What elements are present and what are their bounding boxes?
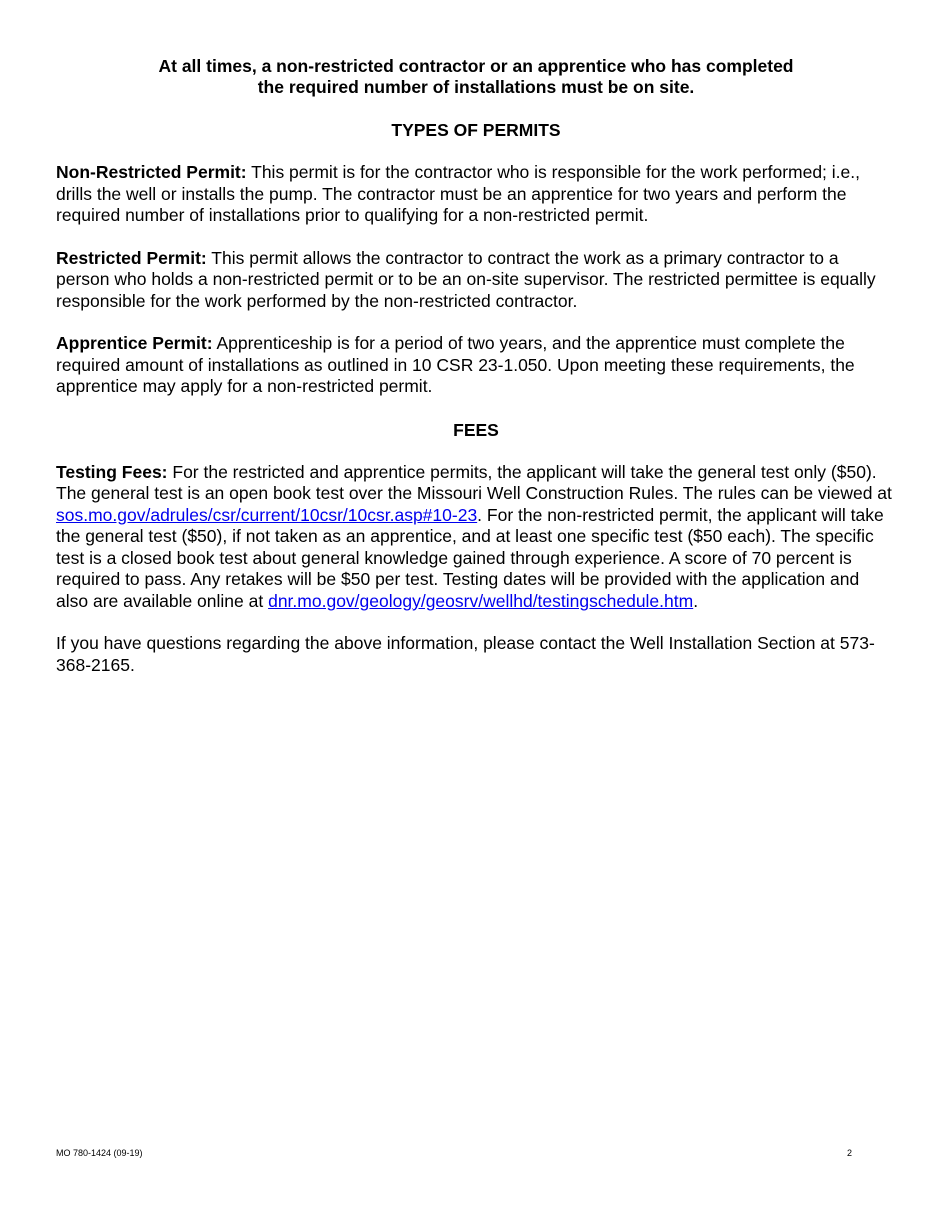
restricted-permit-paragraph xyxy=(56,248,896,313)
types-of-permits-heading: TYPES OF PERMITS xyxy=(391,120,561,140)
testing-fees-text-2: . For the non-restricted permit, the applicant will take the general test ($50), if not taken as an apprentice, and at least one specific test ($50 each). The specific test is a closed book test about general knowledge gained through experience. A score of 70 percent is required to pass. Any retakes will be $50 per test. Testing dates will be provided with the application and also are available online at xyxy=(56,504,884,611)
apprentice-permit-label: Apprentice Permit: xyxy=(56,333,213,353)
document-page xyxy=(56,56,896,676)
fees-heading: FEES xyxy=(453,419,499,440)
testing-fees-text-3: . xyxy=(693,590,699,611)
non-restricted-permit-label: Non-Restricted Permit: xyxy=(56,162,247,182)
notice-line-1: At all times, a non-restricted contractor or an apprentice who has completed xyxy=(158,56,794,76)
notice-line-2: the required number of installations must be on site. xyxy=(257,77,695,97)
testing-fees-paragraph xyxy=(56,462,896,613)
non-restricted-permit-text: This permit is for the contractor who is responsible for the work performed; i.e., drills the well or installs the pump. The contractor must be an apprentice for two years and perform the required number of installations prior to qualifying for a non-restricted permit. xyxy=(56,162,860,225)
page-number: 2 xyxy=(846,1148,852,1158)
testing-fees-label: Testing Fees: xyxy=(56,461,168,482)
restricted-permit-text: This permit allows the contractor to contract the work as a primary contractor to a person who holds a non-restricted permit or to be an on-site supervisor. The restricted permittee is equally responsible for the work performed by the non-restricted contractor. xyxy=(56,247,876,311)
apprentice-permit-paragraph xyxy=(56,333,896,398)
form-number: MO 780-1424 (09-19) xyxy=(56,1148,143,1158)
csr-rules-link[interactable]: sos.mo.gov/adrules/csr/current/10csr/10csr.asp#10-23 xyxy=(56,504,478,525)
non-restricted-permit-paragraph xyxy=(56,162,896,227)
contact-paragraph: If you have questions regarding the above information, please contact the Well Installation Section at 573-368-2165. xyxy=(56,633,875,675)
on-site-notice xyxy=(56,56,896,98)
testing-schedule-link[interactable]: dnr.mo.gov/geology/geosrv/wellhd/testingschedule.htm xyxy=(268,590,694,611)
apprentice-permit-text: Apprenticeship is for a period of two years, and the apprentice must complete the required amount of installations as outlined in 10 CSR 23-1.050. Upon meeting these requirements, the apprentice may apply for a non-restricted permit. xyxy=(56,333,855,396)
testing-fees-text-1: For the restricted and apprentice permits, the applicant will take the general test only ($50). The general test is an open book test over the Missouri Well Construction Rules. The rules can be viewed at xyxy=(56,461,892,503)
restricted-permit-label: Restricted Permit: xyxy=(56,247,207,268)
